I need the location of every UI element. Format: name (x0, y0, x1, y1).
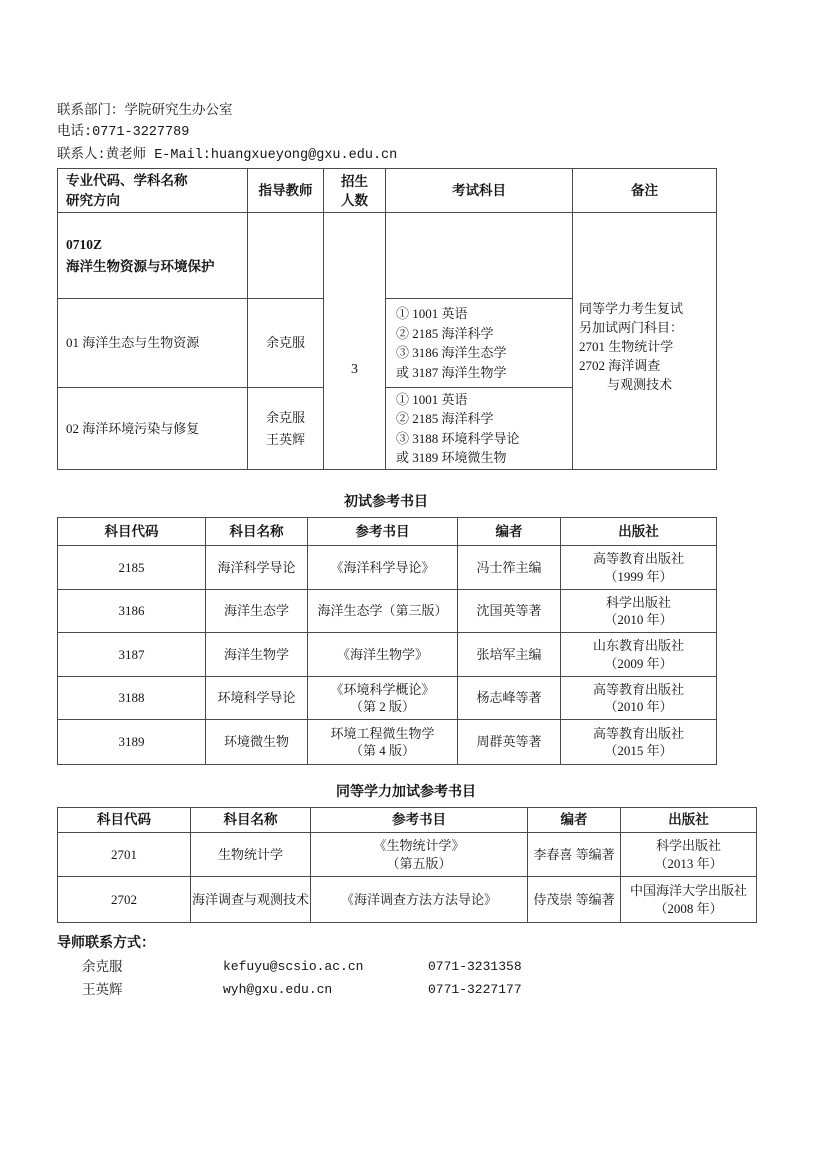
col-header: 编者 (458, 518, 561, 546)
header-program: 专业代码、学科名称 研究方向 (58, 169, 248, 213)
advisor-email: kefuyu@scsio.ac.cn (223, 959, 364, 974)
publisher: 科学出版社 （2013 年） (621, 833, 756, 877)
subject-name: 生物统计学 (191, 833, 311, 877)
col-header: 出版社 (621, 808, 756, 833)
subject-name: 环境科学导论 (206, 677, 308, 720)
book-title: 海洋生态学（第三版） (308, 590, 458, 633)
book-title: 《海洋生物学》 (308, 633, 458, 677)
publisher: 科学出版社 （2010 年） (561, 590, 716, 633)
editor: 张培军主编 (458, 633, 561, 677)
editor: 冯士筰主编 (458, 546, 561, 590)
advisor-phone: 0771-3227177 (428, 982, 522, 997)
publisher: 山东教育出版社 （2009 年） (561, 633, 716, 677)
subject-name: 海洋调查与观测技术 (191, 877, 311, 922)
col-header: 编者 (528, 808, 621, 833)
initial-books-title: 初试参考书目 (344, 495, 428, 510)
contact-phone: 电话:0771-3227789 (57, 125, 190, 140)
subject-code: 2701 (58, 833, 191, 877)
note-cell: 同等学力考生复试 另加试两门科目： 2701 生物统计学 2702 海洋调查 与观测技术 (579, 301, 684, 392)
enrollment-cell: 3 (324, 213, 386, 469)
col-header: 参考书目 (311, 808, 528, 833)
subject-name: 海洋科学导论 (206, 546, 308, 590)
subject-code: 3186 (58, 590, 206, 633)
col-header: 科目名称 (191, 808, 311, 833)
col-header: 科目代码 (58, 518, 206, 546)
advisor-cell: 余克服 (248, 299, 324, 388)
subject-code: 3189 (58, 720, 206, 764)
publisher: 高等教育出版社 （2015 年） (592, 725, 684, 758)
subject-name: 环境微生物 (206, 720, 308, 764)
publisher: 中国海洋大学出版社 （2008 年） (629, 883, 747, 916)
supplementary-books-table (57, 807, 757, 923)
subject-code: 3188 (58, 677, 206, 720)
subject-code: 2185 (58, 546, 206, 590)
publisher: 高等教育出版社 （1999 年） (561, 546, 716, 590)
subject-code: 2702 (58, 877, 191, 922)
book-title: 《环境科学概论》 （第 2 版） (308, 677, 458, 720)
book-title: 《海洋调查方法方法导论》 (311, 877, 528, 922)
program-name: 海洋生物资源与环境保护 (66, 258, 215, 274)
col-header: 出版社 (561, 518, 716, 546)
empty-cell (386, 213, 573, 299)
header-exam-subjects: 考试科目 (386, 169, 573, 213)
editor: 杨志峰等著 (458, 677, 561, 720)
publisher: 高等教育出版社 （2010 年） (561, 677, 716, 720)
header-enrollment: 招生 人数 (324, 169, 386, 213)
subject-name: 海洋生态学 (206, 590, 308, 633)
direction-cell: 02 海洋环境污染与修复 (58, 388, 248, 469)
contact-person-email: 联系人:黄老师 E-Mail:huangxueyong@gxu.edu.cn (57, 148, 398, 163)
advisor-contacts-title: 导师联系方式： (57, 936, 155, 951)
header-advisor: 指导教师 (248, 169, 324, 213)
editor: 沈国英等著 (458, 590, 561, 633)
header-note: 备注 (573, 169, 716, 213)
advisor-name: 余克服 (82, 959, 123, 974)
program-code: 0710Z (66, 236, 103, 252)
subject-name: 海洋生物学 (206, 633, 308, 677)
editor: 李春喜 等编著 (528, 833, 621, 877)
subjects-cell: ① 1001 英语 ② 2185 海洋科学 ③ 3188 环境科学导论 或 3189 环境微生物 (386, 388, 573, 469)
program-cell (58, 213, 248, 299)
contact-header (57, 98, 397, 167)
subject-code: 3187 (58, 633, 206, 677)
contact-department: 联系部门：学院研究生办公室 (57, 102, 233, 117)
admission-table (57, 168, 717, 470)
supplementary-books-title: 同等学力加试参考书目 (336, 785, 476, 800)
book-title: 环境工程微生物学 （第 4 版） (308, 720, 458, 764)
advisor-contact-row (57, 978, 522, 1001)
advisor-cell: 余克服 王英辉 (248, 388, 324, 469)
editor: 周群英等著 (458, 720, 561, 764)
book-title: 《生物统计学》 （第五版） (311, 833, 528, 877)
empty-cell (248, 213, 324, 299)
col-header: 科目名称 (206, 518, 308, 546)
col-header: 科目代码 (58, 808, 191, 833)
direction-cell: 01 海洋生态与生物资源 (58, 299, 248, 388)
advisor-phone: 0771-3231358 (428, 959, 522, 974)
advisor-contacts (57, 933, 522, 1001)
editor: 侍茂崇 等编著 (528, 877, 621, 922)
initial-books-table (57, 517, 717, 765)
advisor-name: 王英辉 (82, 982, 123, 997)
col-header: 参考书目 (308, 518, 458, 546)
advisor-contact-row (57, 955, 522, 978)
subjects-cell: ① 1001 英语 ② 2185 海洋科学 ③ 3186 海洋生态学 或 3187 海洋生物学 (386, 299, 573, 388)
advisor-email: wyh@gxu.edu.cn (223, 982, 333, 997)
book-title: 《海洋科学导论》 (308, 546, 458, 590)
